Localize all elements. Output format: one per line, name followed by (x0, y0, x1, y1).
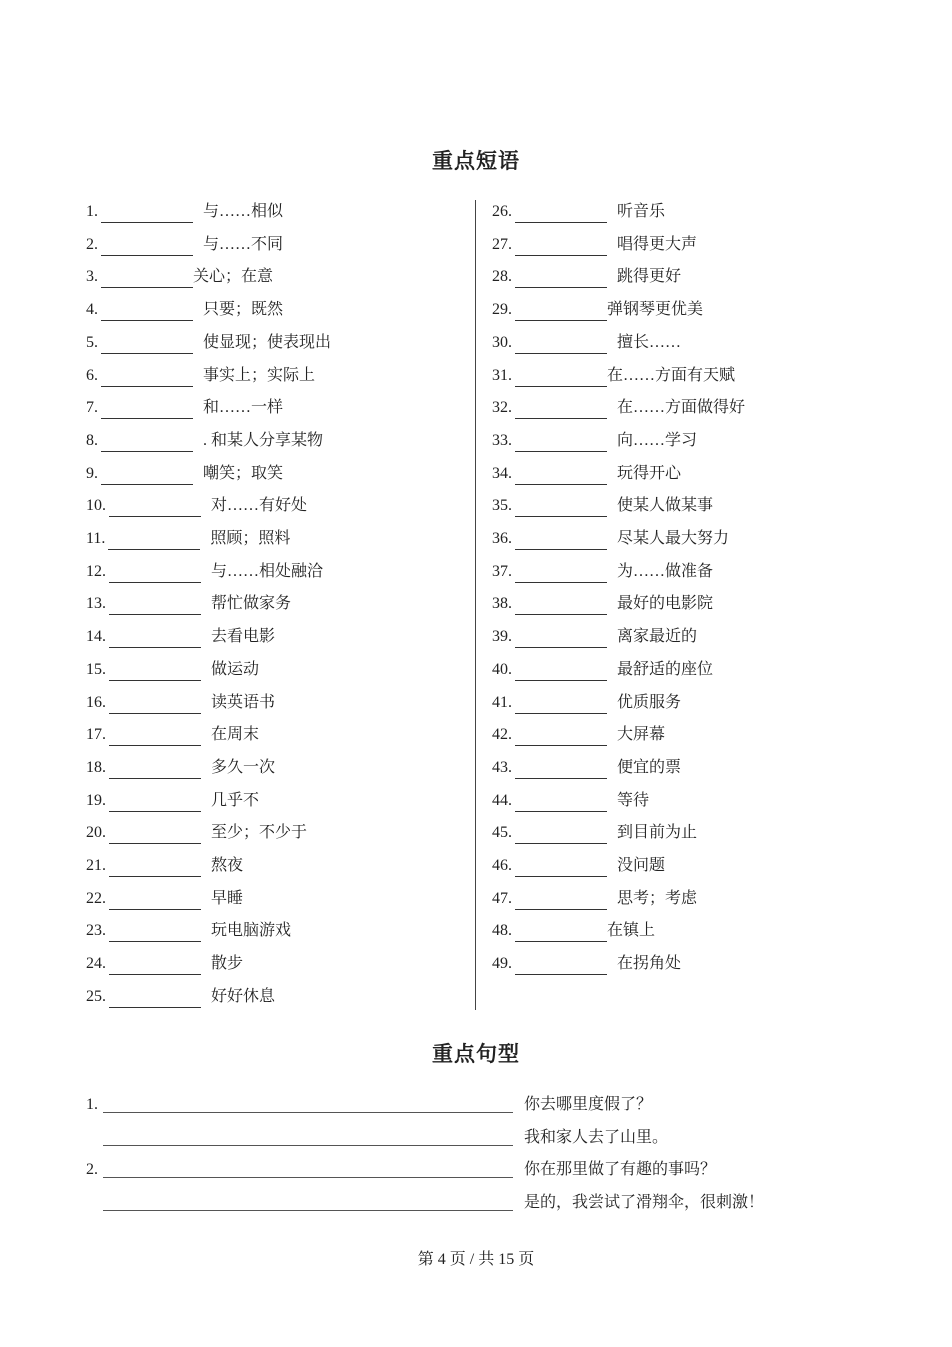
answer-blank[interactable] (515, 239, 607, 256)
phrase-number: 20. (86, 824, 106, 842)
phrase-number: 8. (86, 431, 98, 449)
phrase-meaning: 大屏幕 (617, 726, 666, 744)
phrase-item (86, 266, 273, 288)
phrase-item (492, 365, 735, 387)
phrase-item (492, 593, 713, 615)
answer-blank[interactable] (515, 598, 607, 615)
answer-blank[interactable] (515, 860, 607, 877)
phrase-number: 30. (492, 333, 512, 351)
phrase-meaning: 最舒适的座位 (617, 660, 714, 678)
phrase-number: 31. (492, 366, 512, 384)
phrase-meaning: 至少；不少于 (211, 824, 308, 842)
phrase-number: 38. (492, 595, 512, 613)
answer-blank[interactable] (515, 566, 607, 583)
answer-blank[interactable] (515, 271, 607, 288)
phrase-meaning: 去看电影 (211, 628, 276, 646)
answer-blank[interactable] (515, 762, 607, 779)
phrase-number: 10. (86, 497, 106, 515)
sentence-item (86, 1127, 786, 1149)
answer-blank[interactable] (109, 762, 201, 779)
phrase-meaning: 在……方面有天赋 (607, 366, 736, 384)
sentence-text: 我和家人去了山里。 (524, 1128, 669, 1146)
phrase-number: 19. (86, 791, 106, 809)
phrase-item (492, 724, 665, 746)
phrase-item (86, 822, 307, 844)
answer-blank[interactable] (515, 435, 607, 452)
phrase-item (492, 201, 665, 223)
phrase-meaning: 关心；在意 (193, 268, 274, 286)
phrase-item (86, 888, 243, 910)
phrase-meaning: 向……学习 (617, 431, 698, 449)
phrase-meaning: 照顾；照料 (210, 530, 291, 547)
phrase-meaning: 没问题 (617, 857, 666, 874)
sentence-item (86, 1159, 786, 1181)
phrase-meaning: 做运动 (211, 660, 260, 678)
phrase-number: 37. (492, 562, 512, 580)
phrase-number: 34. (492, 464, 512, 482)
phrase-number: 6. (86, 366, 98, 384)
page-footer: 第 4 页 / 共 15 页 (417, 1251, 535, 1268)
answer-blank[interactable] (515, 631, 607, 648)
answer-blank[interactable] (515, 337, 607, 354)
answer-blank[interactable] (515, 893, 607, 910)
phrase-number: 47. (492, 889, 512, 907)
phrase-item (86, 855, 243, 877)
phrase-meaning: 嘲笑；取笑 (203, 464, 284, 482)
phrase-item (492, 822, 697, 844)
phrase-number: 7. (86, 399, 98, 417)
answer-blank[interactable] (101, 337, 193, 354)
phrase-item (86, 757, 275, 779)
phrase-item (492, 397, 745, 419)
phrase-number: 13. (86, 595, 106, 613)
phrase-item (492, 790, 649, 812)
phrase-meaning: 尽某人最大努力 (617, 530, 730, 547)
phrase-meaning: 只要；既然 (203, 301, 284, 319)
phrase-item (86, 299, 283, 321)
phrase-meaning: 熬夜 (211, 857, 244, 874)
phrase-number: 22. (86, 889, 106, 907)
phrases-title: 重点短语 (432, 149, 520, 173)
phrase-meaning: 多久一次 (211, 758, 276, 776)
phrase-item (86, 920, 291, 942)
phrase-number: 11. (86, 530, 106, 547)
answer-blank[interactable] (109, 925, 201, 942)
phrase-meaning: 到目前为止 (617, 824, 698, 842)
phrase-number: 35. (492, 497, 512, 515)
answer-blank[interactable] (109, 893, 201, 910)
phrase-number: 29. (492, 301, 512, 319)
phrase-meaning: 在周末 (211, 726, 260, 744)
phrase-meaning: 读英语书 (211, 693, 276, 711)
phrase-number: 48. (492, 922, 512, 940)
phrase-item (492, 234, 697, 256)
phrase-meaning: 在镇上 (607, 922, 656, 940)
answer-blank[interactable] (109, 697, 201, 714)
phrase-meaning: 离家最近的 (617, 628, 698, 646)
sentence-number: 2. (86, 1161, 98, 1179)
phrase-number: 40. (492, 660, 512, 678)
answer-blank[interactable] (109, 827, 201, 844)
phrase-item (86, 593, 291, 615)
answer-blank[interactable] (101, 271, 193, 288)
phrase-meaning: 听音乐 (617, 203, 666, 220)
phrase-number: 1. (86, 203, 98, 220)
phrase-number: 15. (86, 660, 106, 678)
answer-blank[interactable] (108, 533, 200, 550)
phrase-number: 2. (86, 235, 98, 253)
answer-blank[interactable] (109, 631, 201, 648)
phrase-number: 5. (86, 333, 98, 351)
phrase-number: 39. (492, 628, 512, 646)
phrase-item (492, 299, 703, 321)
phrase-number: 4. (86, 301, 98, 319)
phrase-item (86, 790, 259, 812)
answer-blank[interactable] (101, 435, 193, 452)
phrase-item (86, 561, 323, 583)
phrase-item (86, 986, 275, 1008)
phrase-meaning: 和……一样 (203, 399, 284, 417)
sentence-text: 你在那里做了有趣的事吗？ (524, 1161, 717, 1179)
answer-blank[interactable] (515, 729, 607, 746)
answer-blank[interactable] (109, 566, 201, 583)
phrase-meaning: 与……相处融洽 (211, 562, 324, 580)
phrase-item (492, 561, 713, 583)
phrase-meaning: 早睡 (211, 889, 244, 907)
phrase-item (86, 495, 307, 517)
phrase-number: 33. (492, 431, 512, 449)
sentence-text: 是的，我尝试了滑翔伞，很刺激！ (524, 1194, 765, 1212)
answer-blank[interactable] (515, 664, 607, 681)
column-divider (475, 200, 476, 1010)
answer-blank[interactable] (101, 402, 193, 419)
answer-blank[interactable] (101, 206, 193, 223)
phrase-meaning: 弹钢琴更优美 (607, 301, 704, 319)
phrase-item (86, 626, 275, 648)
phrase-meaning: 帮忙做家务 (211, 595, 292, 613)
phrase-item (86, 332, 331, 354)
answer-line[interactable] (103, 1145, 513, 1146)
answer-blank[interactable] (515, 925, 607, 942)
phrase-meaning: 与……不同 (203, 235, 284, 253)
phrase-number: 14. (86, 628, 106, 646)
phrase-meaning: 便宜的票 (617, 758, 682, 776)
answer-blank[interactable] (101, 239, 193, 256)
phrase-number: 18. (86, 758, 106, 776)
phrase-meaning: 为……做准备 (617, 562, 714, 580)
phrase-item (492, 266, 681, 288)
phrase-number: 25. (86, 987, 106, 1005)
phrase-number: 41. (492, 693, 512, 711)
phrase-item (86, 430, 323, 452)
phrase-number: 27. (492, 235, 512, 253)
phrase-meaning: 玩得开心 (617, 464, 682, 482)
phrase-number: 24. (86, 955, 106, 973)
phrase-item (492, 953, 681, 975)
phrase-item (492, 855, 665, 877)
phrase-item (86, 953, 243, 975)
answer-blank[interactable] (101, 370, 193, 387)
phrase-item (492, 528, 729, 550)
answer-blank[interactable] (515, 304, 607, 321)
phrase-number: 28. (492, 268, 512, 286)
phrase-number: 12. (86, 562, 106, 580)
phrase-meaning: 好好休息 (211, 987, 276, 1005)
phrase-item (492, 757, 681, 779)
phrase-item (86, 659, 259, 681)
sentence-number: 1. (86, 1096, 98, 1113)
phrase-meaning: 在拐角处 (617, 955, 682, 973)
phrase-number: 9. (86, 464, 98, 482)
phrase-meaning: 思考；考虑 (617, 889, 698, 907)
phrase-item (86, 234, 283, 256)
answer-blank[interactable] (515, 370, 607, 387)
phrase-item (492, 495, 713, 517)
phrase-item (492, 463, 681, 485)
answer-blank[interactable] (515, 533, 607, 550)
phrase-number: 43. (492, 758, 512, 776)
phrase-item (492, 920, 655, 942)
phrase-number: 36. (492, 530, 512, 547)
phrase-meaning: 在……方面做得好 (617, 399, 746, 417)
answer-blank[interactable] (515, 500, 607, 517)
phrase-meaning: 与……相似 (203, 203, 284, 220)
phrase-item (86, 201, 283, 223)
phrase-item (86, 365, 315, 387)
phrase-item (492, 332, 681, 354)
answer-blank[interactable] (109, 598, 201, 615)
phrase-number: 44. (492, 791, 512, 809)
answer-blank[interactable] (109, 991, 201, 1008)
phrase-item (86, 692, 275, 714)
phrase-item (492, 626, 697, 648)
phrase-meaning: 使显现；使表现出 (203, 333, 332, 351)
phrase-meaning: 最好的电影院 (617, 595, 714, 613)
phrase-number: 49. (492, 955, 512, 973)
phrase-number: 21. (86, 857, 106, 874)
answer-blank[interactable] (109, 958, 201, 975)
answer-blank[interactable] (515, 206, 607, 223)
answer-blank[interactable] (109, 500, 201, 517)
phrase-number: 46. (492, 857, 512, 874)
sentence-text: 你去哪里度假了？ (524, 1096, 653, 1113)
phrase-number: 23. (86, 922, 106, 940)
sentence-item (86, 1094, 786, 1116)
answer-blank[interactable] (515, 402, 607, 419)
phrase-item (86, 528, 290, 550)
phrase-number: 32. (492, 399, 512, 417)
phrase-number: 42. (492, 726, 512, 744)
phrase-meaning: 擅长…… (617, 333, 682, 351)
answer-blank[interactable] (101, 468, 193, 485)
phrase-meaning: 几乎不 (211, 791, 260, 809)
phrase-meaning: . 和某人分享某物 (203, 431, 324, 449)
answer-blank[interactable] (109, 664, 201, 681)
phrase-meaning: 对……有好处 (211, 497, 308, 515)
answer-blank[interactable] (109, 729, 201, 746)
answer-blank[interactable] (101, 304, 193, 321)
answer-blank[interactable] (515, 697, 607, 714)
phrase-number: 45. (492, 824, 512, 842)
phrase-meaning: 使某人做某事 (617, 497, 714, 515)
answer-blank[interactable] (515, 827, 607, 844)
phrase-item (86, 724, 259, 746)
phrase-number: 26. (492, 203, 512, 220)
phrase-number: 17. (86, 726, 106, 744)
answer-line[interactable] (103, 1112, 513, 1113)
phrase-item (492, 888, 697, 910)
phrase-item (492, 692, 681, 714)
phrase-meaning: 事实上；实际上 (203, 366, 316, 384)
answer-blank[interactable] (109, 860, 201, 877)
phrase-meaning: 跳得更好 (617, 268, 682, 286)
phrase-item (86, 397, 283, 419)
answer-blank[interactable] (515, 795, 607, 812)
phrase-meaning: 等待 (617, 791, 650, 809)
answer-line[interactable] (103, 1210, 513, 1211)
phrase-number: 3. (86, 268, 98, 286)
answer-blank[interactable] (515, 958, 607, 975)
answer-line[interactable] (103, 1177, 513, 1178)
sentences-title: 重点句型 (432, 1042, 520, 1066)
phrase-meaning: 唱得更大声 (617, 235, 698, 253)
answer-blank[interactable] (515, 468, 607, 485)
phrase-number: 16. (86, 693, 106, 711)
phrase-meaning: 玩电脑游戏 (211, 922, 292, 940)
sentence-item (86, 1192, 786, 1214)
phrase-item (492, 430, 697, 452)
phrase-item (492, 659, 713, 681)
phrase-meaning: 优质服务 (617, 693, 682, 711)
phrase-meaning: 散步 (211, 955, 244, 973)
answer-blank[interactable] (109, 795, 201, 812)
phrase-item (86, 463, 283, 485)
